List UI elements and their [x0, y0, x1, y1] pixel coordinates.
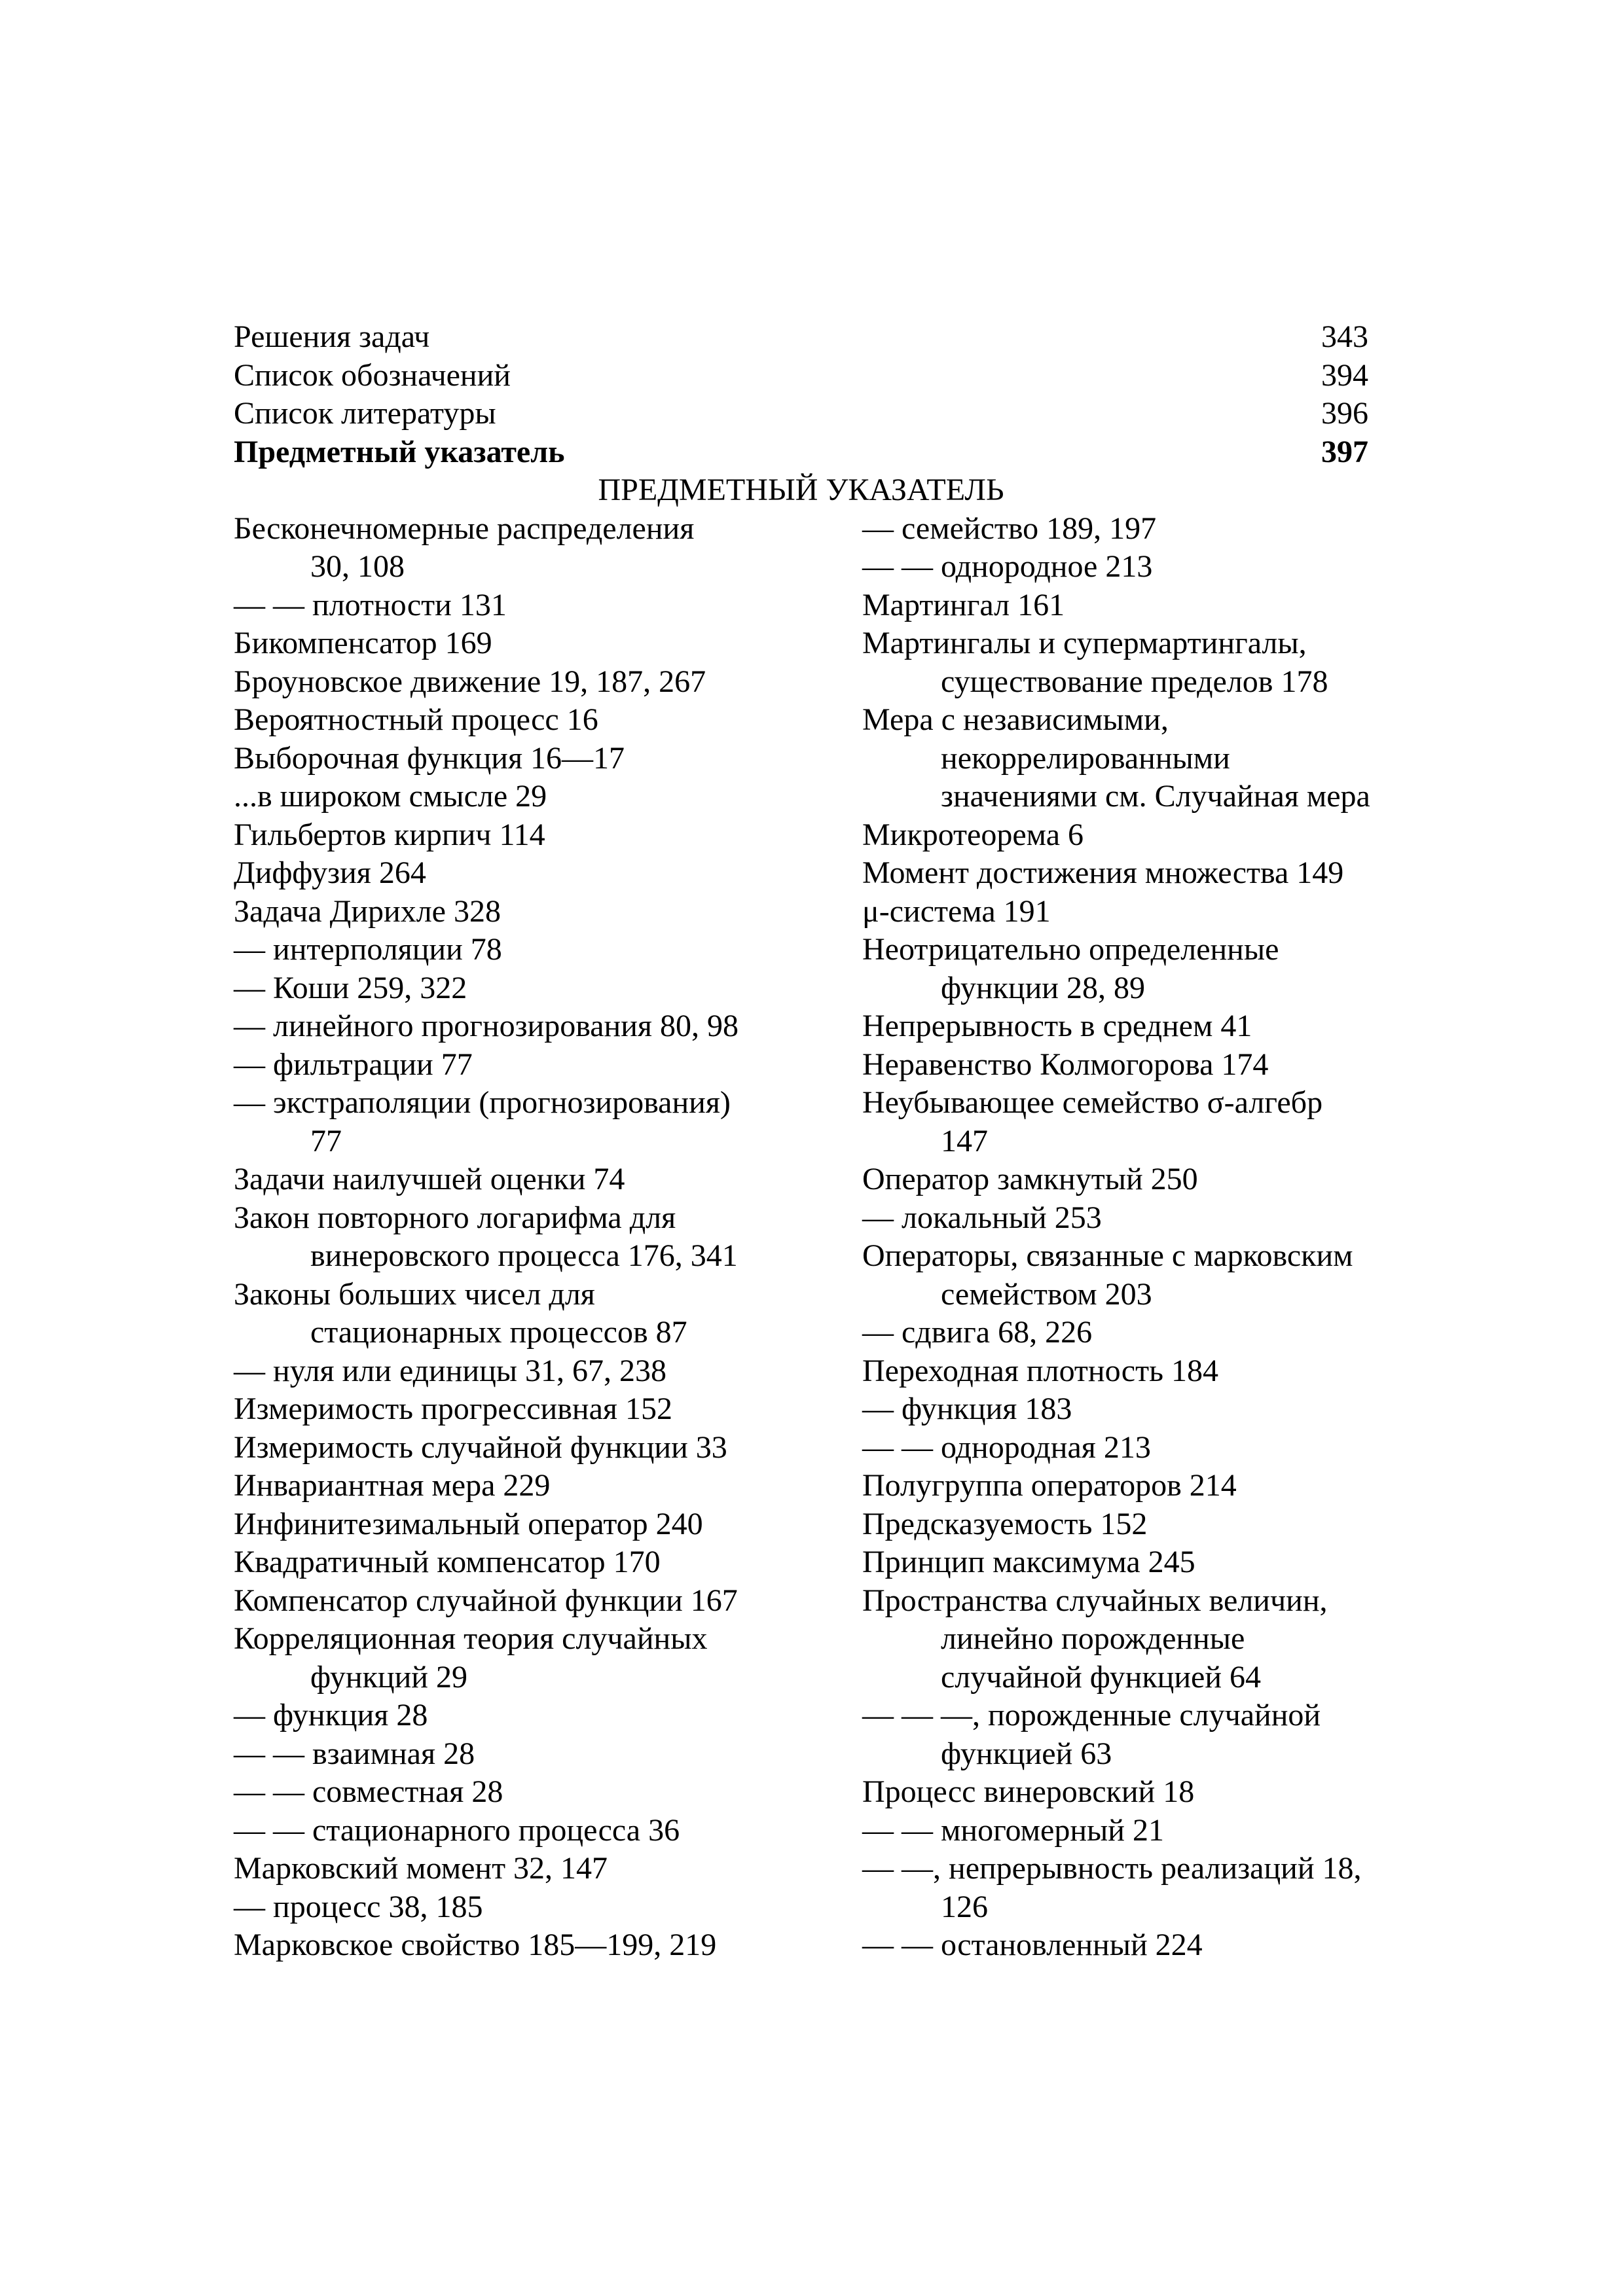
index-entry: Полугруппа операторов 214: [862, 1468, 1237, 1503]
index-entry: линейно порожденные: [941, 1621, 1245, 1656]
index-entry: — — однородная 213: [862, 1429, 1151, 1465]
index-entry: Компенсатор случайной функции 167: [234, 1583, 738, 1618]
index-entry: Пространства случайных величин,: [862, 1583, 1328, 1618]
index-entry: Непрерывность в среднем 41: [862, 1009, 1252, 1043]
index-entry: существование пределов 178: [941, 664, 1328, 699]
index-entry: Диффузия 264: [234, 855, 426, 890]
contents-row: [234, 318, 1368, 357]
index-entry: Броуновское движение 19, 187, 267: [234, 664, 706, 699]
contents-page-number: 394: [1321, 357, 1368, 393]
index-entry: Измеримость прогрессивная 152: [234, 1391, 672, 1426]
index-entry: — линейного прогнозирования 80, 98: [234, 1009, 739, 1043]
index-entry: Законы больших чисел для: [234, 1276, 595, 1312]
index-entry: — — совместная 28: [234, 1774, 503, 1809]
index-entry: Бикомпенсатор 169: [234, 626, 492, 660]
contents-title: Предметный указатель: [234, 434, 565, 469]
index-entry: Измеримость случайной функции 33: [234, 1429, 727, 1465]
index-entry: — фильтрации 77: [234, 1047, 473, 1082]
index-entry: Предсказуемость 152: [862, 1506, 1148, 1541]
index-entry: — — —, порожденные случайной: [862, 1698, 1321, 1732]
index-entry: Закон повторного логарифма для: [234, 1200, 676, 1235]
index-entry: стационарных процессов 87: [310, 1315, 687, 1350]
index-columns: [234, 510, 1399, 1965]
index-entry: — экстраполяции (прогнозирования): [234, 1085, 731, 1120]
index-entry: — — многомерный 21: [862, 1812, 1164, 1848]
index-entry: Момент достижения множества 149: [862, 855, 1344, 890]
contents-page-number: 397: [1321, 434, 1368, 469]
index-entry: винеровского процесса 176, 341: [310, 1238, 738, 1273]
index-entry: Операторы, связанные с марковским: [862, 1238, 1353, 1273]
index-entry: ...в широком смысле 29: [234, 779, 547, 814]
index-entry: Процесс винеровский 18: [862, 1774, 1195, 1809]
index-entry: — — плотности 131: [234, 587, 507, 622]
index-entry: Неотрицательно определенные: [862, 932, 1279, 967]
index-entry: Задача Дирихле 328: [234, 893, 501, 929]
index-entry: — —, непрерывность реализаций 18,: [862, 1851, 1362, 1886]
index-entry: Мартингалы и супермартингалы,: [862, 626, 1307, 660]
index-entry: Неравенство Колмогорова 174: [862, 1047, 1269, 1082]
index-entry: 30, 108: [310, 549, 405, 584]
page: [234, 318, 1399, 1965]
index-entry: Инвариантная мера 229: [234, 1468, 551, 1503]
index-entry: Мера с независимыми,: [862, 702, 1169, 737]
index-entry: семейством 203: [941, 1276, 1152, 1312]
index-entry: случайной функцией 64: [941, 1659, 1262, 1695]
index-entry: — интерполяции 78: [234, 932, 502, 967]
index-entry: значениями см. Случайная мера: [941, 779, 1370, 814]
index-entry: Квадратичный компенсатор 170: [234, 1545, 661, 1579]
index-entry: — — однородное 213: [862, 549, 1153, 584]
index-entry: — — взаимная 28: [234, 1736, 475, 1771]
index-entry: Оператор замкнутый 250: [862, 1162, 1198, 1196]
contents-page-number: 396: [1321, 396, 1368, 431]
index-entry: Вероятностный процесс 16: [234, 702, 598, 737]
index-entry: Неубывающее семейство σ-алгебр: [862, 1085, 1323, 1120]
index-entry: — — остановленный 224: [862, 1928, 1203, 1962]
index-entry: — функция 28: [234, 1698, 428, 1732]
index-entry: Бесконечномерные распределения: [234, 511, 695, 546]
index-entry: Задачи наилучшей оценки 74: [234, 1162, 625, 1196]
index-entry: Принцип максимума 245: [862, 1545, 1195, 1579]
contents-row: [234, 395, 1368, 433]
index-entry: μ-система 191: [862, 893, 1051, 929]
contents-list: [234, 318, 1399, 471]
index-entry: — функция 183: [862, 1391, 1072, 1426]
contents-row: [234, 357, 1368, 395]
index-entry: Марковский момент 32, 147: [234, 1851, 608, 1886]
index-entry: — сдвига 68, 226: [862, 1315, 1093, 1350]
index-entry: Корреляционная теория случайных: [234, 1621, 708, 1656]
contents-page-number: 343: [1321, 319, 1368, 354]
index-entry: — — стационарного процесса 36: [234, 1812, 680, 1848]
index-right-column: [862, 510, 1399, 1965]
contents-title: Список обозначений: [234, 357, 511, 393]
contents-title: Решения задач: [234, 319, 430, 354]
index-entry: Мартингал 161: [862, 587, 1065, 622]
contents-title: Список литературы: [234, 396, 496, 431]
index-entry: Микротеорема 6: [862, 817, 1084, 852]
index-left-column: [234, 510, 862, 1965]
index-entry: функцией 63: [941, 1736, 1112, 1771]
index-entry: некоррелированными: [941, 740, 1230, 776]
index-entry: 77: [310, 1123, 342, 1158]
index-entry: — семейство 189, 197: [862, 511, 1157, 546]
index-entry: — процесс 38, 185: [234, 1889, 483, 1924]
index-entry: Гильбертов кирпич 114: [234, 817, 545, 852]
index-entry: Переходная плотность 184: [862, 1353, 1218, 1388]
index-entry: функции 28, 89: [941, 970, 1145, 1005]
index-entry: Марковское свойство 185—199, 219: [234, 1928, 717, 1962]
index-entry: Выборочная функция 16—17: [234, 740, 625, 776]
index-entry: — нуля или единицы 31, 67, 238: [234, 1353, 667, 1388]
contents-row: [234, 433, 1368, 472]
index-entry: — Коши 259, 322: [234, 970, 467, 1005]
index-entry: — локальный 253: [862, 1200, 1102, 1235]
index-entry: 147: [941, 1123, 988, 1158]
index-entry: 126: [941, 1889, 988, 1924]
index-entry: Инфинитезимальный оператор 240: [234, 1506, 703, 1541]
index-entry: функций 29: [310, 1659, 467, 1695]
index-title: ПРЕДМЕТНЫЙ УКАЗАТЕЛЬ: [598, 473, 1004, 507]
